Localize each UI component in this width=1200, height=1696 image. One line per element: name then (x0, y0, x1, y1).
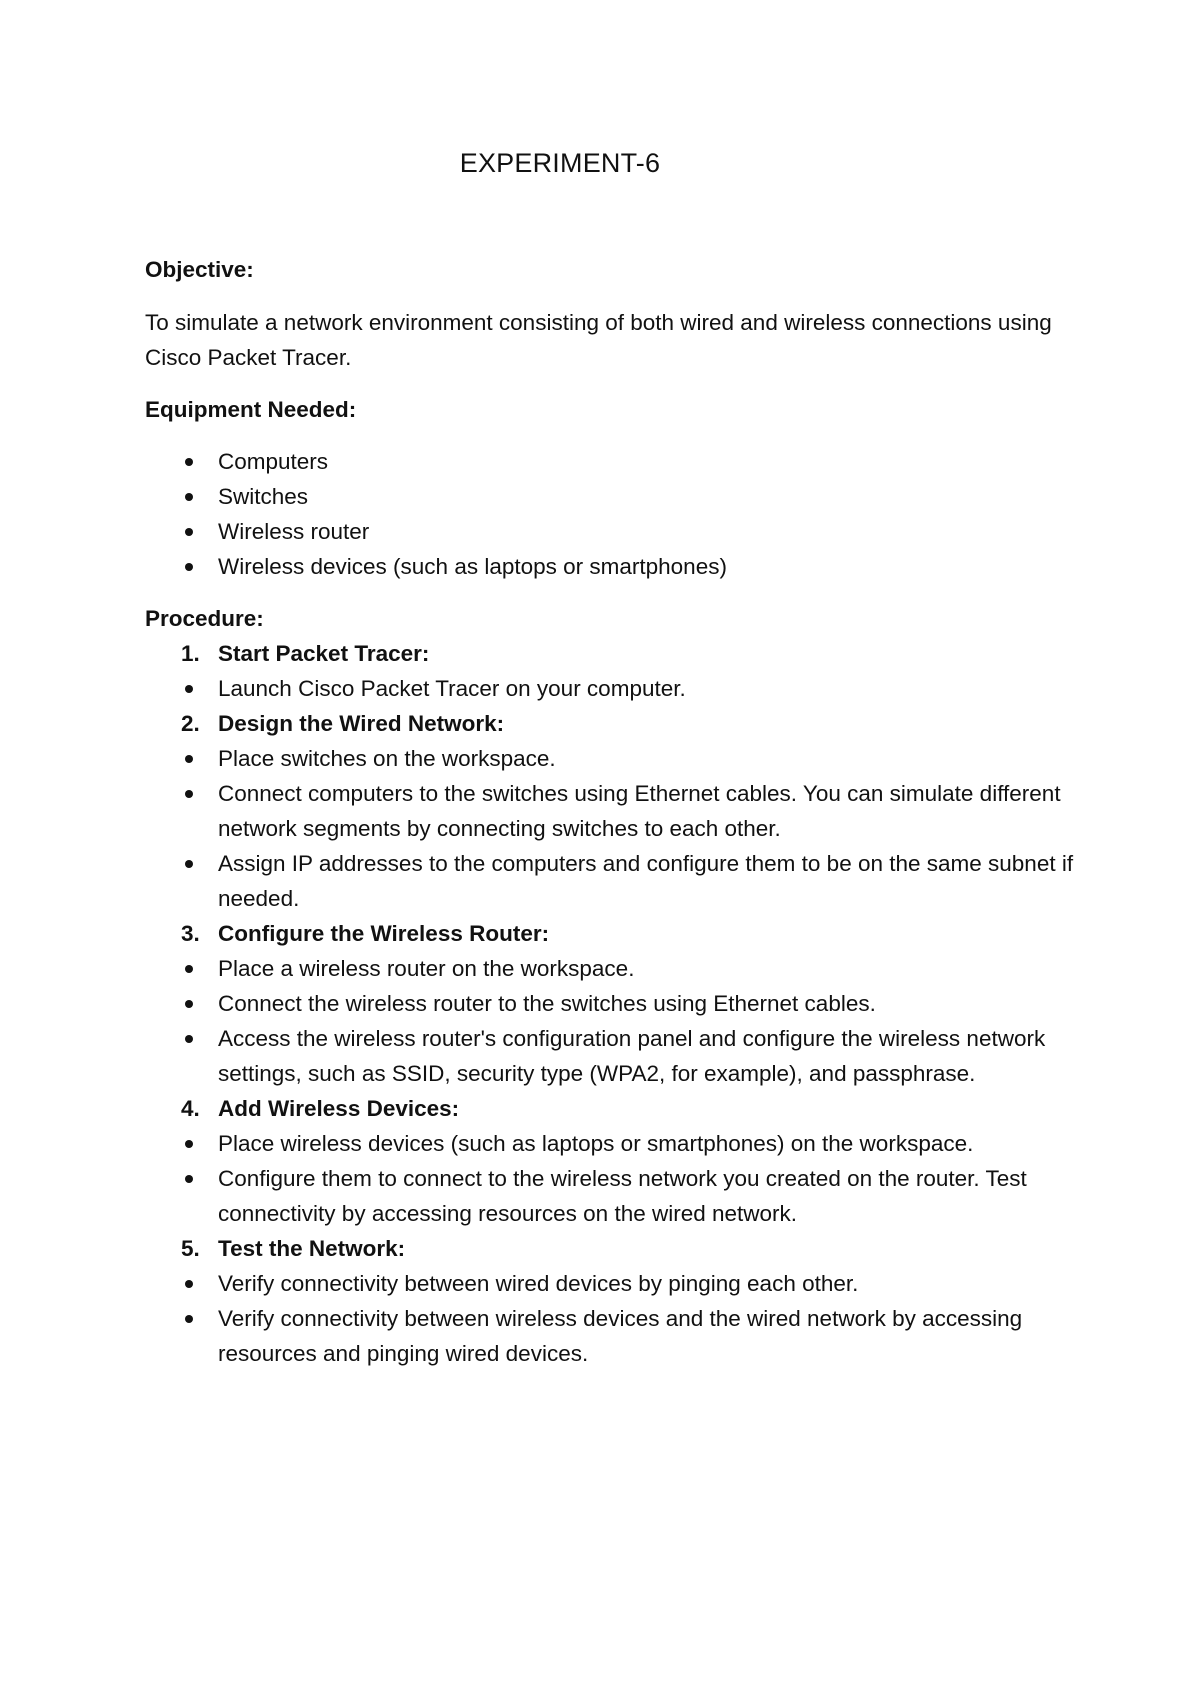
objective-heading: Objective: (145, 257, 254, 282)
list-item (145, 671, 1075, 706)
list-item (145, 846, 1075, 916)
list-item (145, 986, 1075, 1021)
list-item (145, 741, 1075, 776)
list-item (145, 479, 1075, 514)
list-item-text: Verify connectivity between wired devices by pinging each other. (218, 1271, 859, 1296)
list-item-text: Switches (218, 484, 309, 509)
list-item-text: Place wireless devices (such as laptops or smartphones) on the workspace. (218, 1131, 974, 1156)
procedure-step (145, 636, 1075, 671)
step-number: 2. (181, 711, 200, 736)
list-item-text: Computers (218, 449, 329, 474)
bullet-icon (185, 860, 193, 868)
document-title: EXPERIMENT-6 (459, 148, 661, 178)
equipment-heading: Equipment Needed: (145, 397, 357, 422)
list-item-text: Launch Cisco Packet Tracer on your computer. (218, 676, 686, 701)
step-number: 4. (181, 1096, 200, 1121)
bullet-icon (185, 755, 193, 763)
list-item (145, 444, 1075, 479)
list-item-text: Place a wireless router on the workspace. (218, 956, 635, 981)
step-number: 5. (181, 1236, 200, 1261)
step-title: Configure the Wireless Router: (218, 921, 550, 946)
bullet-icon (185, 685, 193, 693)
list-item (145, 1301, 1075, 1371)
list-item (145, 549, 1075, 584)
list-item-text: Verify connectivity between wireless devices and the wired network by accessing resources and pinging wired devices. (218, 1306, 1023, 1366)
list-item (145, 1021, 1075, 1091)
step-title: Test the Network: (218, 1236, 406, 1261)
procedure-step (145, 1091, 1075, 1126)
list-item (145, 1126, 1075, 1161)
bullet-icon (185, 493, 193, 501)
bullet-icon (185, 458, 193, 466)
procedure-step (145, 1231, 1075, 1266)
list-item (145, 951, 1075, 986)
step-title: Add Wireless Devices: (218, 1096, 460, 1121)
step-number: 1. (181, 641, 200, 666)
procedure-list (145, 636, 1075, 1371)
procedure-step (145, 916, 1075, 951)
procedure-heading: Procedure: (145, 606, 264, 631)
bullet-icon (185, 965, 193, 973)
list-item (145, 1266, 1075, 1301)
document-body (145, 252, 1075, 1371)
bullet-icon (185, 1280, 193, 1288)
objective-text: To simulate a network environment consisting of both wired and wireless connections using Cisco Packet Tracer. (145, 310, 1052, 370)
bullet-icon (185, 790, 193, 798)
list-item-text: Assign IP addresses to the computers and configure them to be on the same subnet if needed. (218, 851, 1074, 911)
bullet-icon (185, 563, 193, 571)
list-item (145, 1161, 1075, 1231)
bullet-icon (185, 1175, 193, 1183)
step-title: Start Packet Tracer: (218, 641, 430, 666)
bullet-icon (185, 1140, 193, 1148)
bullet-icon (185, 528, 193, 536)
procedure-step (145, 706, 1075, 741)
list-item-text: Configure them to connect to the wireless network you created on the router. Test connectivity by accessing resources on the wired network. (218, 1166, 1027, 1226)
list-item (145, 776, 1075, 846)
list-item-text: Place switches on the workspace. (218, 746, 556, 771)
list-item-text: Wireless router (218, 519, 370, 544)
bullet-icon (185, 1315, 193, 1323)
step-number: 3. (181, 921, 200, 946)
list-item-text: Connect the wireless router to the switches using Ethernet cables. (218, 991, 876, 1016)
bullet-icon (185, 1035, 193, 1043)
bullet-icon (185, 1000, 193, 1008)
list-item-text: Access the wireless router's configuration panel and configure the wireless network settings, such as SSID, security type (WPA2, for example), and passphrase. (218, 1026, 1046, 1086)
step-title: Design the Wired Network: (218, 711, 505, 736)
list-item-text: Wireless devices (such as laptops or smartphones) (218, 554, 727, 579)
list-item-text: Connect computers to the switches using Ethernet cables. You can simulate different network segments by connecting switches to each other. (218, 781, 1061, 841)
equipment-list (145, 444, 1075, 584)
list-item (145, 514, 1075, 549)
